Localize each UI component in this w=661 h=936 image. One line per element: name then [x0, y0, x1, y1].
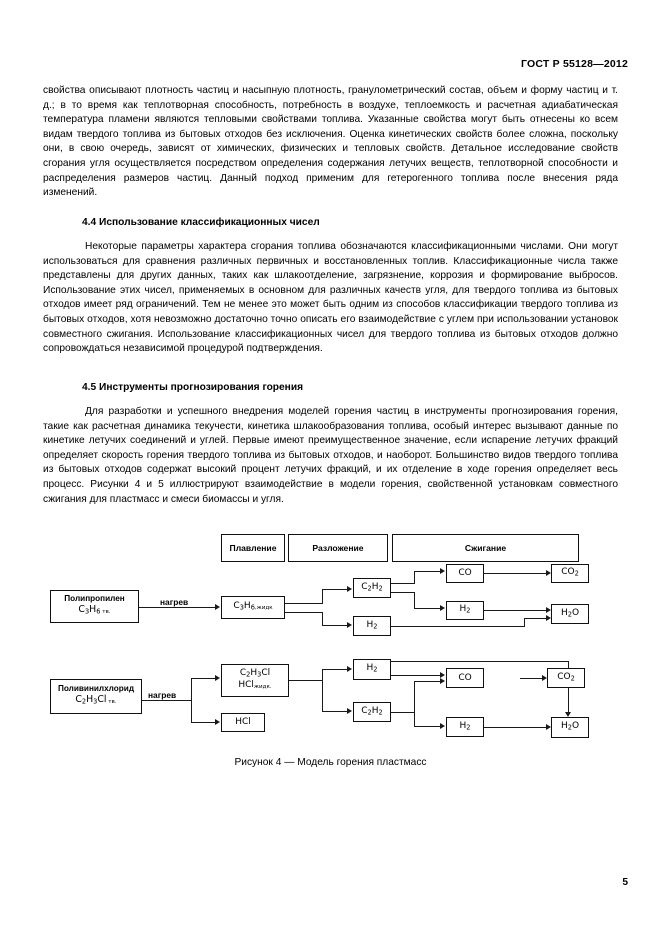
connector-c2h2-to-h2b-r1 [414, 608, 440, 609]
comb-box-h2o-r1 [551, 604, 589, 624]
phase-box-melting [221, 534, 285, 562]
pvc-formula: $C_2H_3Cl$ тв. [75, 694, 117, 706]
paragraph-3-container [43, 405, 618, 507]
melt-box-c3h6-liquid [221, 596, 285, 619]
paragraph-2-container [43, 240, 618, 357]
c2h2-formula-r1: $C_2H_2$ [361, 581, 383, 593]
connector-h2-to-h2o-r1 [484, 610, 546, 611]
arrowhead-co-r2b [440, 678, 445, 684]
connector-pvc-to-decomp [191, 678, 215, 679]
arrowhead-pvc-hcl [215, 719, 220, 725]
c2h2-formula-r2: $C_2H_2$ [361, 705, 383, 717]
polypropylene-formula: $C_3H_6$ тв. [78, 604, 111, 616]
melt-box-hcl [221, 713, 265, 732]
connector-c2h2-up-r1 [391, 583, 415, 584]
connector-pvc-to-hcl [191, 722, 215, 723]
arrowhead-h2-r2 [347, 666, 352, 672]
connector-c3h6-down-riser [322, 612, 323, 626]
pvc-label: Поливинилхлорид [57, 684, 135, 694]
decomp-box-h2-r1 [353, 616, 391, 636]
comb-box-h2-r1 [446, 601, 484, 620]
connector-c2h2-drop-r2 [414, 712, 415, 727]
h2o-formula-r1: $H_2O$ [560, 607, 580, 619]
c2h3cl-formula: $C_2H_3Cl$ [239, 667, 271, 679]
connector-h2-to-co-r2 [391, 675, 440, 676]
connector-pvc-split-riser [191, 678, 192, 723]
co2-formula-r1: $CO_2$ [561, 567, 579, 578]
connector-co-to-co2-r1 [484, 573, 546, 574]
comb-box-co2-r1 [551, 564, 589, 583]
arrowhead-h2b-r1 [440, 605, 445, 611]
connector-pp-to-melt [139, 607, 215, 608]
figure-caption: Рисунок 4 — Модель горения пластмасс [234, 757, 427, 768]
arrowhead-h2-comb-r2 [440, 723, 445, 729]
arrowhead-co-r1 [440, 568, 445, 574]
phase-box-decomposition [288, 534, 388, 562]
h2-formula-comb-r1: $H_2$ [459, 604, 471, 615]
heat-label-1: нагрев [160, 597, 189, 607]
comb-box-co-r2 [446, 668, 484, 688]
connector-to-c2h2-r2 [322, 711, 347, 712]
connector-c2h2-riser-r2 [414, 681, 415, 713]
comb-box-co2-r2 [547, 668, 585, 688]
connector-c2h2-riser-r1 [414, 571, 415, 584]
arrowhead-c2h2-r2 [347, 708, 352, 714]
decomp-box-h2-r2 [353, 659, 391, 680]
paragraph-3: Для разработки и успешного внедрения моделей горения частиц в инструменты прогнозирования горения, такие как расчетная динамика текучести, кинетика шлакообразования топлива, особый интерес вызывают данные по кинетике летучих соединений и углей. Первые имеют преимущественное значение, если испарение летучих фракций определяет скорость горения твердого топлива из бытовых отходов, и наоборот. Большинство видов твердого топлива из бытовых отходов содержат высокий процент летучих фракций, и их отделение в ходе горения определяет весь процесс. Рисунки 4 и 5 иллюстрируют взаимодействие в модели горения, свойственной установкам совместного сжигания для пластмасс и смеси биомассы и угля. [43, 406, 618, 505]
c3h6-liquid-formula: $C_3H_6,жидк$ [233, 600, 273, 612]
connector-c2h2-to-co-r1 [414, 571, 440, 572]
phase-label-decomposition: Разложение [312, 542, 364, 553]
h2-formula-comb-r2: $H_2$ [459, 720, 471, 732]
hcl-formula: HCl [235, 717, 251, 727]
connector-h2row-riser-r1 [524, 618, 525, 627]
arrowhead-pp-to-melt [215, 604, 220, 610]
paragraph-1: свойства описывают плотность частиц и насыпную плотность, гранулометрический состав, объем и форму частиц и т. д.; в то время как теплотворная способность, потребность в воздухе, теплоемкость и расчетная адиабатическая температура пламени являются тепловыми свойствами топлива. Указанные свойства могут быть отнесены ко всем видам твердого топлива из бытовых отходов без исключения. Оценка кинетических свойств более сложна, поскольку они, в свою очередь, зависят от химических, физических и тепловых свойств. Детальное исследование свойств сгорания угля осуществляется посредством определения содержания летучих веществ, теплотворной способности и распределения размеров частиц. Данный подход применим для гетерогенного топлива после внесения ряда изменений. [43, 85, 618, 199]
h2-formula-r1: $H_2$ [366, 619, 378, 631]
h2o-formula-r2: $H_2O$ [560, 721, 580, 732]
connector-c2h3cl-riser [322, 669, 323, 712]
connector-pvc-trunk [142, 700, 192, 701]
connector-c3h6-to-h2 [322, 625, 347, 626]
connector-h2-bypass-r2 [391, 661, 569, 662]
page-number: 5 [622, 877, 628, 888]
connector-to-h2-r2 [322, 669, 347, 670]
phase-label-combustion: Сжигание [464, 542, 507, 553]
connector-c2h2-riser2-r1 [414, 592, 415, 609]
comb-box-h2o-r2 [551, 717, 589, 738]
connector-c2h2-trunk-r2 [391, 712, 415, 713]
comb-box-h2-r2 [446, 717, 484, 737]
connector-c3h6-to-c2h2 [322, 589, 347, 590]
source-box-polypropylene [50, 590, 139, 623]
co2-formula-r2: $CO_2$ [557, 671, 575, 683]
connector-c2h2-to-co-r2 [414, 681, 440, 682]
connector-h2row-to-h2o-r1 [524, 618, 546, 619]
connector-c2h2-to-h2-r2 [414, 726, 440, 727]
melt-box-c2h3cl-hcl [221, 664, 289, 697]
heat-label-2: нагрев [148, 690, 177, 700]
arrowhead-pvc-decomp [215, 675, 220, 681]
phase-label-melting: Плавление [229, 542, 277, 553]
standard-header: ГОСТ Р 55128—2012 [520, 58, 628, 70]
phase-box-combustion [392, 534, 579, 562]
co-formula-r2: CO [458, 672, 472, 683]
connector-c3h6-upper [285, 603, 323, 604]
source-box-pvc [50, 679, 142, 714]
decomp-box-c2h2-r2 [353, 702, 391, 722]
co-formula-r1: CO [458, 568, 472, 578]
paragraph-2: Некоторые параметры характера сгорания топлива обозначаются классификационными числами. Они могут использоваться для сравнения различных первичных и восстановленных топлив. Классификационные числа также представлены для других данных, таких как шлакоотделение, загрязнение, коррозия и формирование выбросов. Использование этих чисел, применяемых в основном для различных качеств угля, для твердого топлива из бытовых отходов имеет ряд ограничений. Тем не менее это может быть одним из способов классификации твердого топлива из бытовых отходов, хотя невозможно достаточно точно описать его взаимодействие с углем при использовании установок совместного сжигания. Использование классификационных чисел для твердого топлива из бытовых отходов должно сопровождаться независимой процедурой подтверждения. [43, 241, 618, 355]
arrowhead-to-c2h2-r1 [347, 586, 352, 592]
section-heading-4-4: 4.4 Использование классификационных чисел [82, 217, 320, 228]
h2-formula-r2: $H_2$ [366, 663, 378, 674]
arrowhead-to-h2-r1 [347, 622, 352, 628]
section-heading-4-5: 4.5 Инструменты прогнозирования горения [82, 382, 304, 393]
connector-c2h3cl-trunk [289, 680, 323, 681]
connector-c3h6-up-riser [322, 589, 323, 604]
polypropylene-label: Полипропилен [64, 594, 125, 604]
connector-h2-to-h2o-r2 [484, 727, 546, 728]
connector-c3h6-lower [285, 612, 323, 613]
connector-co-to-co2-r2 [520, 678, 542, 679]
hcl-liquid-formula: HClжидк. [238, 680, 272, 691]
connector-c2h2-down-r1 [391, 592, 415, 593]
comb-box-co-r1 [446, 564, 484, 583]
connector-h2row-long-r1 [391, 626, 525, 627]
decomp-box-c2h2-r1 [353, 578, 391, 598]
